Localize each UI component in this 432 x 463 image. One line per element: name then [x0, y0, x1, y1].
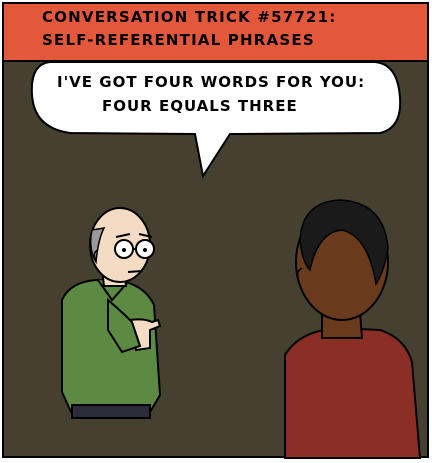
caption-subtitle: SELF-REFERENTIAL PHRASES: [42, 31, 315, 49]
speech-line-1: I'VE GOT FOUR WORDS FOR YOU:: [57, 73, 366, 91]
caption-title: CONVERSATION TRICK #57721:: [42, 8, 337, 26]
speech-line-2: FOUR EQUALS THREE: [102, 97, 298, 115]
listener-figure: [285, 200, 420, 458]
bald-man-figure: [62, 208, 160, 418]
red-shirt: [285, 328, 420, 458]
